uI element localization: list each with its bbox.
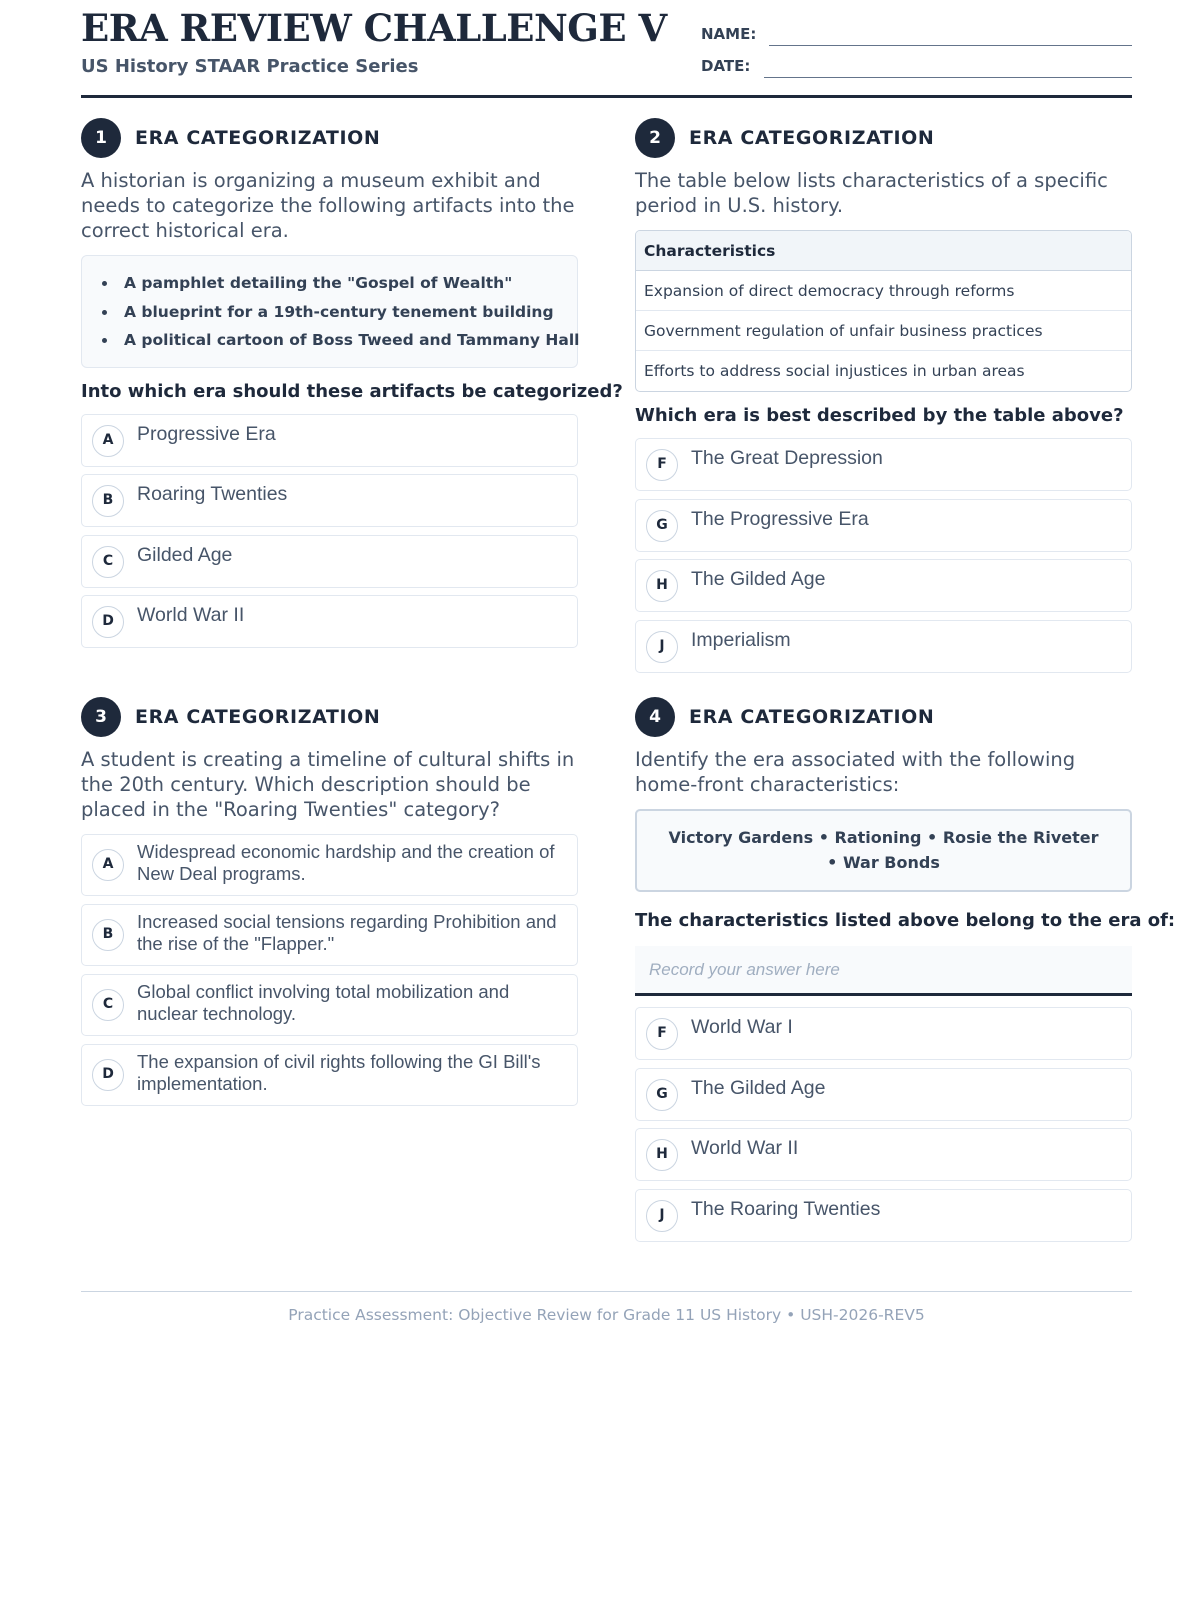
table-header: Characteristics xyxy=(636,231,1131,271)
option-letter-badge: C xyxy=(92,989,124,1021)
table-cell: Government regulation of unfair business practices xyxy=(636,311,1131,351)
question-type-label: ERA CATEGORIZATION xyxy=(135,706,381,728)
page-subtitle: US History STAAR Practice Series xyxy=(81,56,419,77)
option-text: World War I xyxy=(691,1016,793,1038)
artifact-item: A pamphlet detailing the "Gospel of Wealth" xyxy=(102,269,559,298)
question-type-label: ERA CATEGORIZATION xyxy=(689,706,935,728)
question-header xyxy=(635,118,1132,158)
answer-option-g[interactable] xyxy=(635,499,1132,552)
answer-option-c[interactable] xyxy=(81,535,578,588)
option-letter-badge: J xyxy=(646,631,678,663)
option-text: The expansion of civil rights following the GI Bill's implementation. xyxy=(137,1051,541,1094)
question-header xyxy=(81,697,578,737)
option-letter-badge: D xyxy=(92,1059,124,1091)
answer-option-h[interactable] xyxy=(635,1128,1132,1181)
table-cell: Efforts to address social injustices in urban areas xyxy=(644,362,1025,380)
question-number-badge: 1 xyxy=(81,118,121,158)
answer-option-j[interactable] xyxy=(635,1189,1132,1242)
answer-options xyxy=(81,414,578,649)
question-number-badge: 3 xyxy=(81,697,121,737)
answer-option-f[interactable] xyxy=(635,438,1132,491)
option-text: Increased social tensions regarding Prohibition and the rise of the "Flapper." xyxy=(137,911,557,954)
question-1 xyxy=(81,118,623,656)
option-text: The Progressive Era xyxy=(691,507,869,530)
question-prompt: Which era is best described by the table above? xyxy=(635,405,1124,426)
answer-option-j[interactable] xyxy=(635,620,1132,673)
question-stem: A historian is organizing a museum exhibit and needs to categorize the following artifacts into the correct historical era. xyxy=(81,169,575,242)
answer-option-h[interactable] xyxy=(635,559,1132,612)
option-letter-badge: F xyxy=(646,449,678,481)
question-number-badge: 4 xyxy=(635,697,675,737)
option-text: Gilded Age xyxy=(137,543,233,566)
option-text: The Gilded Age xyxy=(691,1076,826,1099)
question-stem: Identify the era associated with the following home-front characteristics: xyxy=(635,748,1076,796)
footer-text: Practice Assessment: Objective Review for Grade 11 US History • USH-2026-REV5 xyxy=(288,1306,925,1324)
answer-field xyxy=(635,946,1132,996)
option-letter-badge: D xyxy=(92,606,124,638)
name-label: NAME: xyxy=(701,25,757,43)
table-row xyxy=(636,311,1131,351)
question-4 xyxy=(635,697,1176,1249)
answer-option-b[interactable] xyxy=(81,474,578,527)
worksheet-header xyxy=(81,0,1132,98)
question-number-badge: 2 xyxy=(635,118,675,158)
question-header xyxy=(635,697,1132,737)
option-letter-badge: G xyxy=(646,510,678,542)
option-letter-badge: H xyxy=(646,570,678,602)
option-letter-badge: H xyxy=(646,1139,678,1171)
table-row xyxy=(636,351,1131,391)
question-type-label: ERA CATEGORIZATION xyxy=(689,127,935,149)
table-row xyxy=(636,271,1131,311)
option-letter-badge: J xyxy=(646,1200,678,1232)
question-2 xyxy=(635,118,1132,680)
table-cell: Expansion of direct democracy through reforms xyxy=(636,271,1131,311)
option-letter-badge: C xyxy=(92,546,124,578)
question-prompt: Into which era should these artifacts be categorized? xyxy=(81,380,623,402)
artifact-list-box xyxy=(81,255,578,368)
page-title: ERA REVIEW CHALLENGE V xyxy=(81,6,667,50)
answer-option-d[interactable] xyxy=(81,595,578,648)
date-label: DATE: xyxy=(701,57,751,75)
option-text: Global conflict involving total mobilization and nuclear technology. xyxy=(137,981,510,1024)
date-field-line[interactable] xyxy=(764,77,1132,78)
option-text: World War II xyxy=(691,1137,799,1159)
answer-option-b[interactable] xyxy=(81,904,578,966)
question-stem: The table below lists characteristics of a specific period in U.S. history. xyxy=(635,169,1108,217)
characteristics-box: Victory Gardens • Rationing • Rosie the Riveter • War Bonds xyxy=(635,809,1132,892)
option-letter-badge: B xyxy=(92,485,124,517)
artifact-item: A political cartoon of Boss Tweed and Tammany Hall xyxy=(102,326,559,355)
option-text: The Roaring Twenties xyxy=(691,1197,881,1220)
footer-divider xyxy=(81,1291,1132,1292)
option-text: Progressive Era xyxy=(137,422,276,445)
answer-options xyxy=(635,1007,1132,1242)
name-field-line[interactable] xyxy=(769,45,1132,46)
question-header xyxy=(81,118,578,158)
answer-option-g[interactable] xyxy=(635,1068,1132,1121)
option-letter-badge: B xyxy=(92,919,124,951)
option-text: The Great Depression xyxy=(691,447,883,469)
option-text: The Gilded Age xyxy=(691,568,826,590)
option-text: World War II xyxy=(137,604,245,626)
question-3 xyxy=(81,697,578,1114)
question-stem: A student is creating a timeline of cultural shifts in the 20th century. Which description should be placed in the "Roaring Twenties" category? xyxy=(81,748,575,821)
question-prompt: The characteristics listed above belong to the era of: xyxy=(635,910,1176,931)
answer-option-c[interactable] xyxy=(81,974,578,1036)
answer-option-d[interactable] xyxy=(81,1044,578,1106)
answer-options xyxy=(635,438,1132,673)
question-type-label: ERA CATEGORIZATION xyxy=(135,127,381,149)
worksheet-page xyxy=(81,0,1176,1600)
option-letter-badge: A xyxy=(92,849,124,881)
answer-option-a[interactable] xyxy=(81,414,578,467)
option-text: Imperialism xyxy=(691,628,791,651)
characteristics-table xyxy=(635,230,1132,392)
option-text: Widespread economic hardship and the creation of New Deal programs. xyxy=(137,841,555,884)
artifact-item: A blueprint for a 19th-century tenement building xyxy=(102,298,559,327)
option-text: Roaring Twenties xyxy=(137,483,288,505)
option-letter-badge: G xyxy=(646,1079,678,1111)
answer-input[interactable] xyxy=(635,946,1132,993)
answer-option-f[interactable] xyxy=(635,1007,1132,1060)
answer-option-a[interactable] xyxy=(81,834,578,896)
option-letter-badge: A xyxy=(92,425,124,457)
answer-options xyxy=(81,834,578,1106)
option-letter-badge: F xyxy=(646,1018,678,1050)
